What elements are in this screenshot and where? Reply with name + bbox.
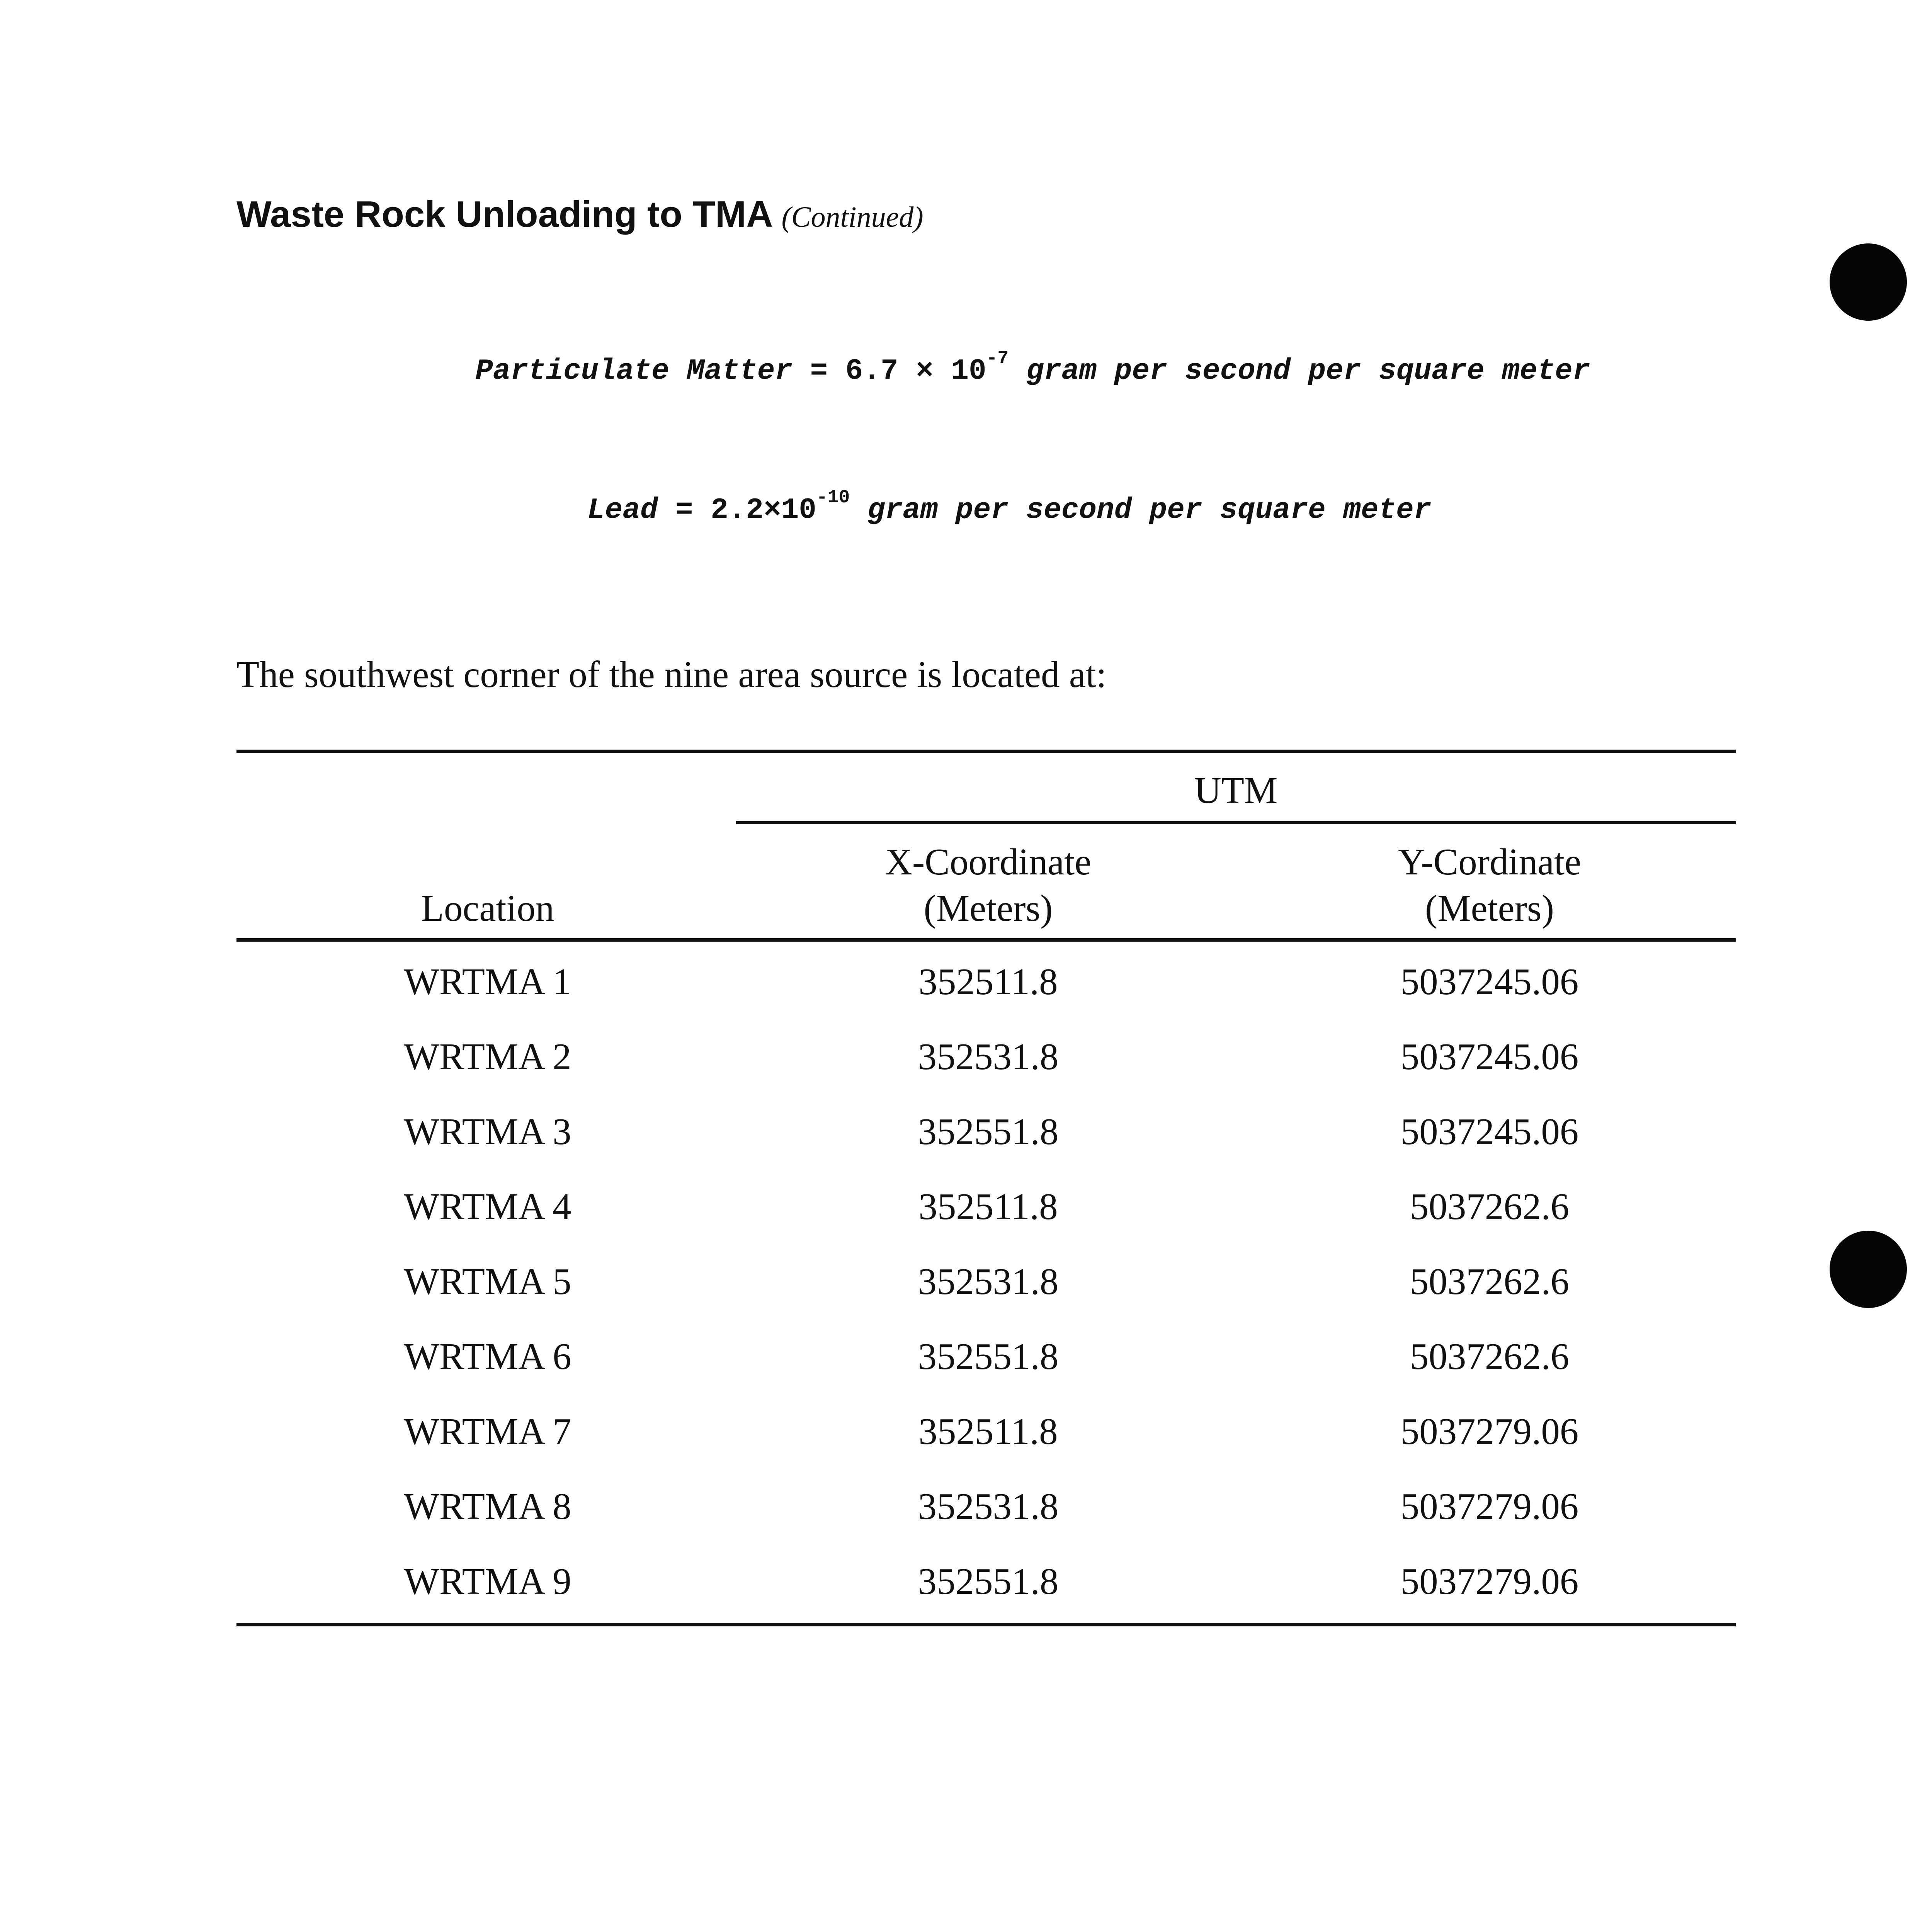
particulate-equals: = xyxy=(810,354,828,388)
row-location: WRTMA 1 xyxy=(404,961,571,1002)
y-coordinate-units: (Meters) xyxy=(1425,888,1554,929)
row-x-coordinate: 352531.8 xyxy=(918,1486,1059,1527)
punch-hole-middle xyxy=(1830,1231,1907,1308)
section-heading xyxy=(236,193,923,236)
particulate-units: gram per second per square meter xyxy=(1026,354,1590,388)
row-location: WRTMA 8 xyxy=(404,1486,571,1527)
lead-base: 10 xyxy=(781,493,816,527)
row-location: WRTMA 6 xyxy=(404,1336,571,1377)
particulate-exponent: -7 xyxy=(986,348,1009,369)
particulate-times: × xyxy=(916,354,934,388)
row-location: WRTMA 7 xyxy=(404,1411,571,1452)
lead-equation xyxy=(587,487,1432,527)
table-bottom-rule xyxy=(236,1623,1736,1626)
lead-lhs: Lead xyxy=(587,493,658,527)
punch-hole-top xyxy=(1830,243,1907,321)
location-header: Location xyxy=(421,888,554,929)
lead-times: × xyxy=(764,493,781,527)
utm-group-header: UTM xyxy=(1194,770,1278,811)
row-y-coordinate: 5037245.06 xyxy=(1400,1111,1579,1152)
row-location: WRTMA 3 xyxy=(404,1111,571,1152)
row-y-coordinate: 5037245.06 xyxy=(1400,961,1579,1002)
row-location: WRTMA 2 xyxy=(404,1036,571,1077)
utm-rule xyxy=(736,821,1736,824)
table-top-rule xyxy=(236,750,1736,753)
row-y-coordinate: 5037279.06 xyxy=(1400,1486,1579,1527)
row-x-coordinate: 352531.8 xyxy=(918,1261,1059,1302)
header-bottom-rule xyxy=(236,938,1736,942)
x-coordinate-header: X-Coordinate xyxy=(885,841,1092,883)
row-x-coordinate: 352511.8 xyxy=(918,961,1058,1002)
lead-units: gram per second per square meter xyxy=(867,493,1432,527)
lead-equals: = xyxy=(675,493,693,527)
row-y-coordinate: 5037262.6 xyxy=(1410,1186,1570,1227)
lead-mantissa: 2.2 xyxy=(711,493,764,527)
row-y-coordinate: 5037262.6 xyxy=(1410,1336,1570,1377)
row-location: WRTMA 5 xyxy=(404,1261,571,1302)
row-y-coordinate: 5037279.06 xyxy=(1400,1561,1579,1602)
row-x-coordinate: 352531.8 xyxy=(918,1036,1059,1077)
particulate-equation xyxy=(475,348,1590,388)
row-x-coordinate: 352551.8 xyxy=(918,1111,1059,1152)
row-y-coordinate: 5037262.6 xyxy=(1410,1261,1570,1302)
row-location: WRTMA 4 xyxy=(404,1186,571,1227)
row-x-coordinate: 352511.8 xyxy=(918,1186,1058,1227)
x-coordinate-units: (Meters) xyxy=(923,888,1053,929)
particulate-base: 10 xyxy=(951,354,986,388)
heading-title: Waste Rock Unloading to TMA xyxy=(236,194,773,235)
row-x-coordinate: 352511.8 xyxy=(918,1411,1058,1452)
particulate-lhs: Particulate Matter xyxy=(475,354,793,388)
row-location: WRTMA 9 xyxy=(404,1561,571,1602)
lead-exponent: -10 xyxy=(816,487,850,508)
row-x-coordinate: 352551.8 xyxy=(918,1561,1059,1602)
particulate-mantissa: 6.7 xyxy=(845,354,898,388)
heading-continued: (Continued) xyxy=(781,201,923,233)
row-y-coordinate: 5037245.06 xyxy=(1400,1036,1579,1077)
row-x-coordinate: 352551.8 xyxy=(918,1336,1059,1377)
intro-paragraph: The southwest corner of the nine area source is located at: xyxy=(236,654,1107,695)
y-coordinate-header: Y-Cordinate xyxy=(1398,841,1582,883)
row-y-coordinate: 5037279.06 xyxy=(1400,1411,1579,1452)
